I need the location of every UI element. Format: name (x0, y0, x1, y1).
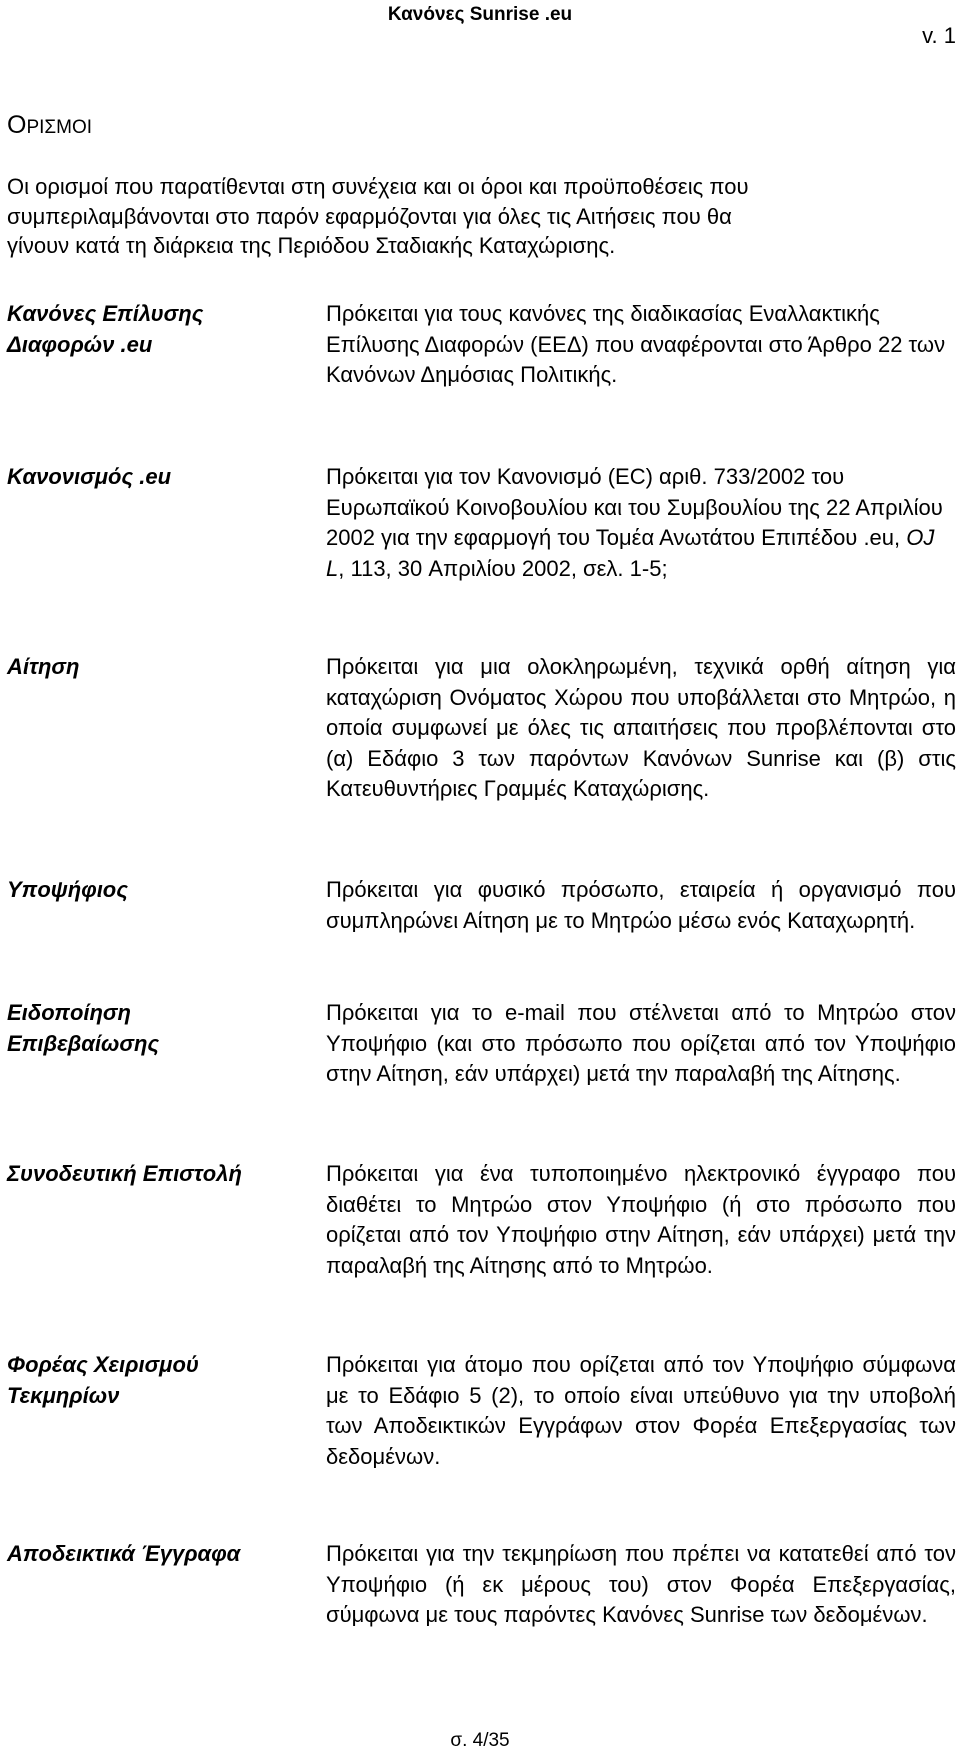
definition-text: Πρόκειται για μια ολοκληρωμένη, τεχνικά ορθή αίτηση για καταχώριση Ονόματος Χώρου που υποβάλλεται στο Μητρώο, η οποία συμφωνεί με όλες τις απαιτήσεις που προβλέπονται στο (α) Εδάφιο 3 των παρόντων Κανόνων Sunrise και (β) στις Κατευθυντήριες Γραμμές Καταχώρισης. (326, 654, 956, 801)
page-number: σ. 4/35 (450, 1730, 510, 1751)
intro-line: γίνουν κατά τη διάρκεια της Περιόδου Σταδιακής Καταχώρισης. (7, 233, 616, 258)
section-heading (7, 110, 92, 143)
document-header-title: Κανόνες Sunrise .eu (387, 4, 573, 25)
section-heading-initial: Ο (7, 111, 27, 139)
intro-line: Οι ορισμοί που παρατίθενται στη συνέχεια και οι όροι και προϋποθέσεις που (7, 174, 749, 199)
definition-text: Πρόκειται για φυσικό πρόσωπο, εταιρεία ή οργανισμό που συμπληρώνει Αίτηση με το Μητρώο μέσω ενός Καταχωρητή. (326, 877, 956, 933)
definition-term: Κανονισμός .eu (7, 464, 172, 489)
definition-text: Πρόκειται για τον Κανονισμό (EC) αριθ. 733/2002 του Ευρωπαϊκού Κοινοβουλίου και του Συμβουλίου της 22 Απριλίου 2002 για την εφαρμογή του Τομέα Ανωτάτου Επιπέδου .eu, OJ L, 113, 30 Απριλίου 2002, σελ. 1-5; (326, 464, 943, 581)
definition-term: Κανόνες Επίλυσης Διαφορών .eu (7, 301, 204, 357)
definition-term: Συνοδευτική Επιστολή (7, 1161, 242, 1186)
definition-text: Πρόκειται για άτομο που ορίζεται από τον Υποψήφιο σύμφωνα με το Εδάφιο 5 (2), το οποίο είναι υπεύθυνο για την υποβολή των Αποδεικτικών Εγγράφων στον Φορέα Επεξεργασίας των δεδομένων. (326, 1352, 956, 1469)
definition-term: Φορέας Χειρισμού Τεκμηρίων (7, 1352, 199, 1408)
intro-paragraph (7, 172, 955, 261)
document-version: v. 1 (922, 23, 956, 48)
definition-term: Αίτηση (7, 654, 80, 679)
definition-term: Υποψήφιος (7, 877, 128, 902)
definition-text: Πρόκειται για την τεκμηρίωση που πρέπει να κατατεθεί από τον Υποψήφιο (ή εκ μέρους του) στον Φορέα Επεξεργασίας, σύμφωνα με τους παρόντες Κανόνες Sunrise των δεδομένων. (326, 1541, 956, 1627)
definition-term: Ειδοποίηση Επιβεβαίωσης (7, 1000, 160, 1056)
definition-term: Αποδεικτικά Έγγραφα (7, 1541, 241, 1566)
definition-text: Πρόκειται για το e-mail που στέλνεται από το Μητρώο στον Υποψήφιο (και στο πρόσωπο που ορίζεται από τον Υποψήφιο στην Αίτηση, εάν υπάρχει) μετά την παραλαβή της Αίτησης. (326, 1000, 956, 1086)
definition-text: Πρόκειται για τους κανόνες της διαδικασίας Εναλλακτικής Επίλυσης Διαφορών (ΕΕΔ) που αναφέρονται στο Άρθρο 22 των Κανόνων Δημόσιας Πολιτικής. (326, 301, 946, 387)
section-heading-rest: ΡΙΣΜΟΙ (26, 117, 93, 138)
definition-text: Πρόκειται για ένα τυποποιημένο ηλεκτρονικό έγγραφο που διαθέτει το Μητρώο στον Υποψήφιο (ή στο πρόσωπο που ορίζεται από τον Υποψήφιο στην Αίτηση, εάν υπάρχει) μετά την παραλαβή της Αίτησης από το Μητρώο. (326, 1161, 956, 1278)
intro-line: συμπεριλαμβάνονται στο παρόν εφαρμόζονται για όλες τις Αιτήσεις που θα (7, 203, 732, 229)
